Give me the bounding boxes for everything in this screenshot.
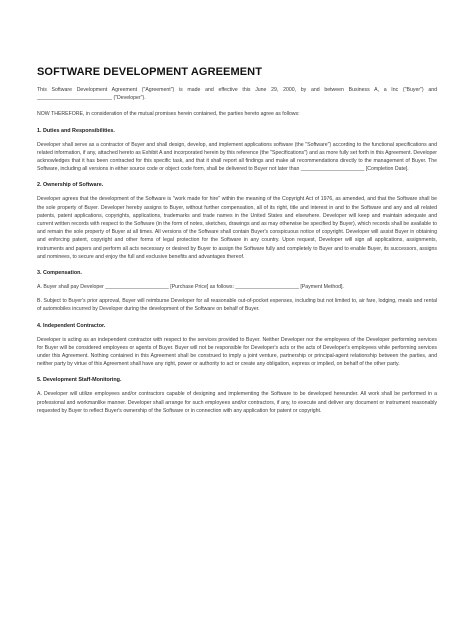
intro-paragraph: This Software Development Agreement ("Agreement") is made and effective this June 29, 2000, by and between Business A, a Inc ("Buyer") and __________________________ ("Developer"). — [37, 87, 437, 102]
document-body — [37, 86, 437, 415]
section-heading-independent-contractor: 4. Independent Contractor. — [37, 322, 106, 329]
section-paragraph-independent-contractor: Developer is acting as an independent contractor with respect to the services provided to Buyer. Neither Developer nor the employees of the Developer performing services for Buyer will be considered employees or agents of Buyer. Buyer will not be responsible for Developer's acts or the acts of Developer's employees while performing services under this Agreement. Nothing contained in this Agreement shall be construed to imply a joint venture, partnership or principal-agent relationship between the parties, and neither party by virtue of this Agreement shall have any right, power or authority to act or create any obligation, express or implied, on behalf of the other party. — [37, 336, 437, 368]
section-heading-duties: 1. Duties and Responsibilities. — [37, 127, 115, 134]
section-heading-compensation: 3. Compensation. — [37, 270, 82, 277]
section-paragraph-staff-monitoring: A. Developer will utilize employees and/or contractors capable of designing and implementing the Software to be developed hereunder. All work shall be performed in a professional and workmanlike manner. Developer shall arrange for such employees and/or contractors, if any, to execute and deliver any document or instrument reasonably requested by Buyer to reflect Buyer's ownership of the Software or in connection with any application for patent or copyright. — [37, 391, 437, 414]
section-paragraph-compensation-b: B. Subject to Buyer's prior approval, Buyer will reimburse Developer for all reasonable out-of-pocket expenses, including but not limited to, air fare, lodging, meals and rental of automobiles incurred by Developer during the development of the Software on behalf of Buyer. — [37, 298, 437, 313]
section-heading-staff-monitoring: 5. Development Staff-Monitoring. — [37, 377, 122, 384]
section-paragraph-compensation-a: A. Buyer shall pay Developer ______________________ [Purchase Price] as follows: ______________________ [Payment Method]. — [37, 284, 344, 291]
now-therefore-paragraph: NOW THEREFORE, in consideration of the mutual promises herein contained, the parties hereto agree as follows: — [37, 111, 300, 118]
section-paragraph-ownership: Developer agrees that the development of the Software is "work made for hire" within the meaning of the Copyright Act of 1976, as amended, and that the Software shall be the sole property of Buyer. Developer hereby assigns to Buyer, without further compensation, all of its right, title and interest in and to the Software and any and all related patents, patent applications, copyrights, applications, trademarks and trade names in the United States and elsewhere. Developer will keep and maintain adequate and current written records with respect to the Software (in the form of notes, sketches, drawings and as may otherwise be specified by Buyer), which records shall be available to and remain the sole property of Buyer at all times. All versions of the Software shall contain Buyer's conspicuous notice of copyright. Developer will assist Buyer in obtaining and enforcing patent, copyright and other forms of legal protection for the Software in any country. Upon request, Developer will sign all applications, assignments, instruments and papers and perform all acts necessary or desired by Buyer to assign the Software fully and completely to Buyer and to enable Buyer, its successors, assigns and nominees, to secure and enjoy the full and exclusive benefits and advantages thereof. — [37, 196, 437, 260]
section-paragraph-duties: Developer shall serve as a contractor of Buyer and shall design, develop, and implement applications software (the "Software") according to the functional specifications and related information, if any, attached hereto as Exhibit A and incorporated herein by this reference (the "Specifications") and as more fully set forth in this Agreement. Developer acknowledges that it has been contracted for this specific task, and that it shall report all findings and make all recommendations directly to the management of Buyer. The Software, including all versions in either source code or object code form, shall be delivered to Buyer not later than ______________________ [Completion Date]. — [37, 141, 437, 173]
document-title: SOFTWARE DEVELOPMENT AGREEMENT — [37, 66, 263, 78]
section-heading-ownership: 2. Ownership of Software. — [37, 182, 104, 189]
